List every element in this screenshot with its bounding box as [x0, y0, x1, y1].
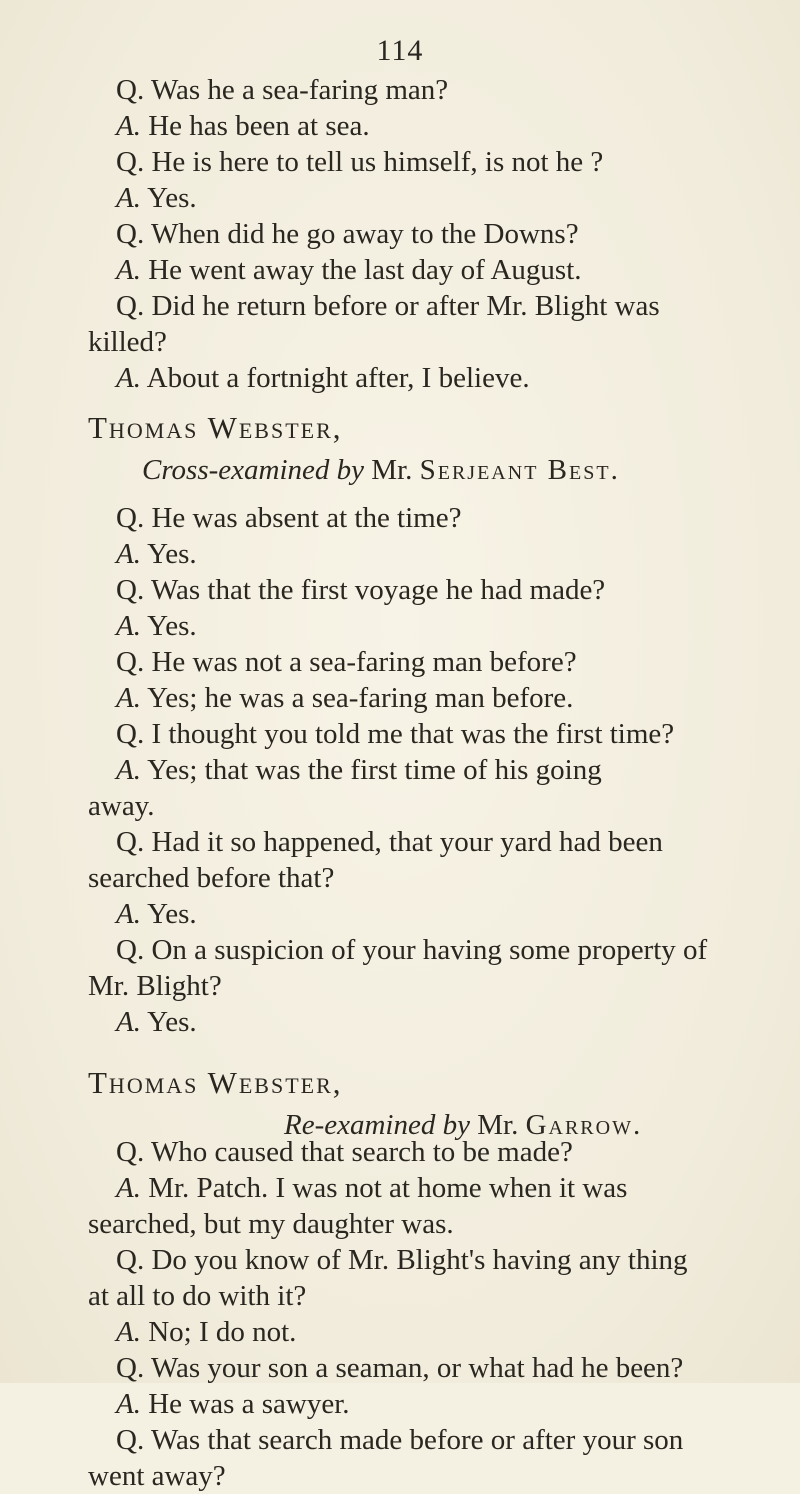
testimony-line: A. He has been at sea.	[116, 110, 370, 142]
testimony-line: Q. He was not a sea-faring man before?	[116, 646, 577, 678]
testimony-line: A. Yes.	[116, 182, 197, 214]
testimony-line: A. Yes.	[116, 898, 197, 930]
testimony-line: Q. He is here to tell us himself, is not he ?	[116, 146, 604, 178]
testimony-line: Q. He was absent at the time?	[116, 502, 462, 534]
testimony-line: A. No; I do not.	[116, 1316, 297, 1348]
testimony-line: A. Yes.	[116, 610, 197, 642]
testimony-line-continued: Mr. Blight?	[88, 970, 222, 1002]
examination-type: Cross-examined by Mr. Serjeant Best.	[142, 454, 620, 486]
testimony-line: Q. Was that search made before or after your son	[116, 1424, 684, 1456]
testimony-line: Q. Was your son a seaman, or what had he been?	[116, 1352, 684, 1384]
testimony-line-continued: searched before that?	[88, 862, 335, 894]
testimony-line: Q. Who caused that search to be made?	[116, 1136, 573, 1168]
testimony-line: A. Yes.	[116, 538, 197, 570]
witness-name: Thomas Webster,	[88, 1065, 343, 1100]
witness-heading-re	[88, 1065, 778, 1143]
testimony-section-1	[88, 72, 778, 396]
testimony-line-continued: went away?	[88, 1460, 226, 1492]
witness-name: Thomas Webster,	[88, 410, 343, 445]
testimony-line-continued: at all to do with it?	[88, 1280, 307, 1312]
testimony-line: Q. Did he return before or after Mr. Blight was	[116, 290, 660, 322]
testimony-line: A. Mr. Patch. I was not at home when it was	[116, 1172, 628, 1204]
witness-heading-cross	[88, 410, 778, 488]
testimony-section-3	[88, 1134, 778, 1494]
testimony-line: A. About a fortnight after, I believe.	[116, 362, 530, 394]
testimony-line: Q. Do you know of Mr. Blight's having any thing	[116, 1244, 688, 1276]
page-number: 114	[376, 34, 424, 67]
testimony-line-continued: away.	[88, 790, 155, 822]
testimony-line: Q. Was that the first voyage he had made?	[116, 574, 606, 606]
testimony-section-2	[88, 500, 778, 1040]
testimony-line: A. Yes; that was the first time of his going	[116, 754, 602, 786]
testimony-line: A. Yes.	[116, 1006, 197, 1038]
testimony-line: A. He went away the last day of August.	[116, 254, 582, 286]
testimony-line: Q. When did he go away to the Downs?	[116, 218, 579, 250]
testimony-line: Q. On a suspicion of your having some property of	[116, 934, 708, 966]
testimony-line: Q. Was he a sea-faring man?	[116, 74, 449, 106]
testimony-line: A. He was a sawyer.	[116, 1388, 350, 1420]
testimony-line-continued: searched, but my daughter was.	[88, 1208, 454, 1240]
testimony-line-continued: killed?	[88, 326, 167, 358]
testimony-line: Q. I thought you told me that was the first time?	[116, 718, 675, 750]
testimony-line: A. Yes; he was a sea-faring man before.	[116, 682, 574, 714]
examination-type: Re-examined by Mr. Garrow.	[284, 1109, 643, 1141]
testimony-line: Q. Had it so happened, that your yard had been	[116, 826, 663, 858]
